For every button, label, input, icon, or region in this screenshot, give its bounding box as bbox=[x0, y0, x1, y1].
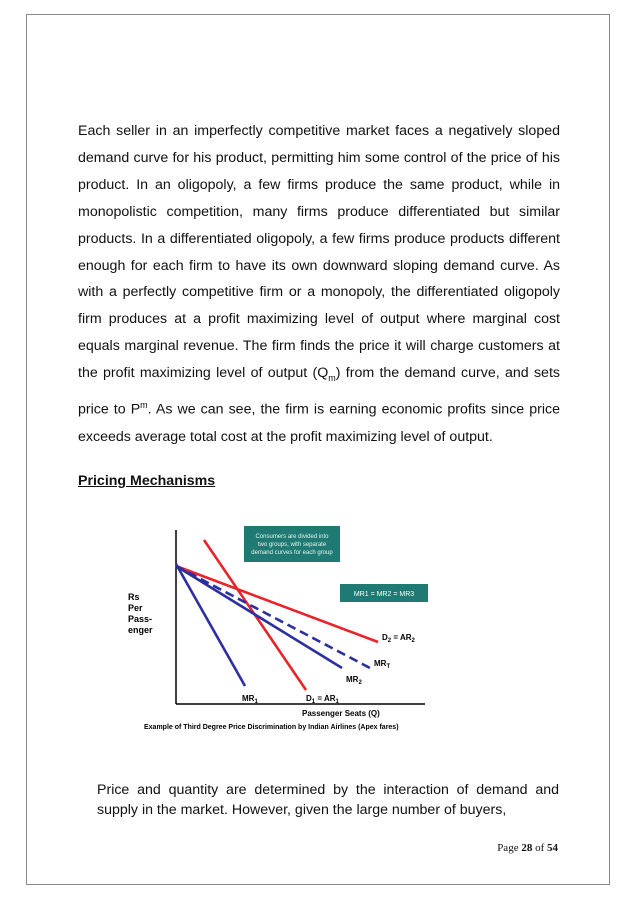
label-d2-ar2: $D_2 = AR_2$ bbox=[382, 633, 415, 644]
label-d1-ar1: $D_1 = AR_1$ bbox=[306, 694, 339, 705]
mr1-curve bbox=[176, 564, 245, 686]
callout-line-3: demand curves for each group bbox=[251, 550, 333, 556]
x-axis-label: Passenger Seats (Q) bbox=[302, 709, 380, 718]
price-discrimination-chart bbox=[120, 518, 460, 740]
superscript-m: m bbox=[140, 399, 148, 410]
callout-line-2: two groups, with separate bbox=[257, 542, 327, 548]
callout-line-1: Consumers are divided into bbox=[255, 534, 329, 540]
y-label-line-1: Rs bbox=[128, 592, 140, 602]
footer-total-pages: 54 bbox=[547, 842, 558, 854]
mr2-curve bbox=[176, 566, 342, 668]
chart-caption: Example of Third Degree Price Discrimination by Indian Airlines (Apex fares) bbox=[144, 724, 399, 731]
paragraph-text-1: Each seller in an imperfectly competitive market faces a negatively sloped demand curve for his product, permitting him some control of the price of his product. In an oligopoly, a few firms produce the same product, while in monopolistic competition, many firms produce differentiated but similar products. In a differentiated oligopoly, a few firms produce products different enough for each firm to have its own downward sloping demand curve. As with a perfectly competitive firm or a monopoly, the differentiated oligopoly firm produces at a profit maximizing level of output where marginal cost equals marginal revenue. The firm finds the price it will charge customers at the profit maximizing level of output (Q bbox=[78, 123, 560, 382]
d2-ar2-curve bbox=[176, 566, 378, 642]
page-footer bbox=[497, 842, 558, 854]
section-heading: Pricing Mechanisms bbox=[78, 473, 216, 489]
paragraph-text-3: . As we can see, the firm is earning economic profits since price exceeds average total cost at the profit maximizing level of output. bbox=[78, 401, 560, 445]
label-mrt: $MR_T$ bbox=[374, 659, 391, 670]
y-label-line-3: Pass- bbox=[128, 614, 153, 624]
body-paragraph-2: Price and quantity are determined by the interaction of demand and supply in the market. However, given the large number of buyers, bbox=[97, 782, 559, 818]
label-mr1: $MR_1$ bbox=[242, 694, 258, 705]
body-paragraph bbox=[78, 118, 560, 450]
y-label-line-4: enger bbox=[128, 625, 153, 635]
footer-sep: of bbox=[535, 842, 545, 854]
paragraph-text-2: ) from the demand curve, and sets price to P bbox=[78, 365, 560, 418]
label-mr2: $MR_2$ bbox=[346, 675, 362, 686]
footer-prefix: Page bbox=[497, 842, 519, 854]
subscript-m: m bbox=[328, 372, 336, 383]
mr-equality-label: MR1 = MR2 = MR3 bbox=[353, 591, 415, 598]
y-label-line-2: Per bbox=[128, 603, 143, 613]
footer-current-page: 28 bbox=[521, 842, 533, 854]
